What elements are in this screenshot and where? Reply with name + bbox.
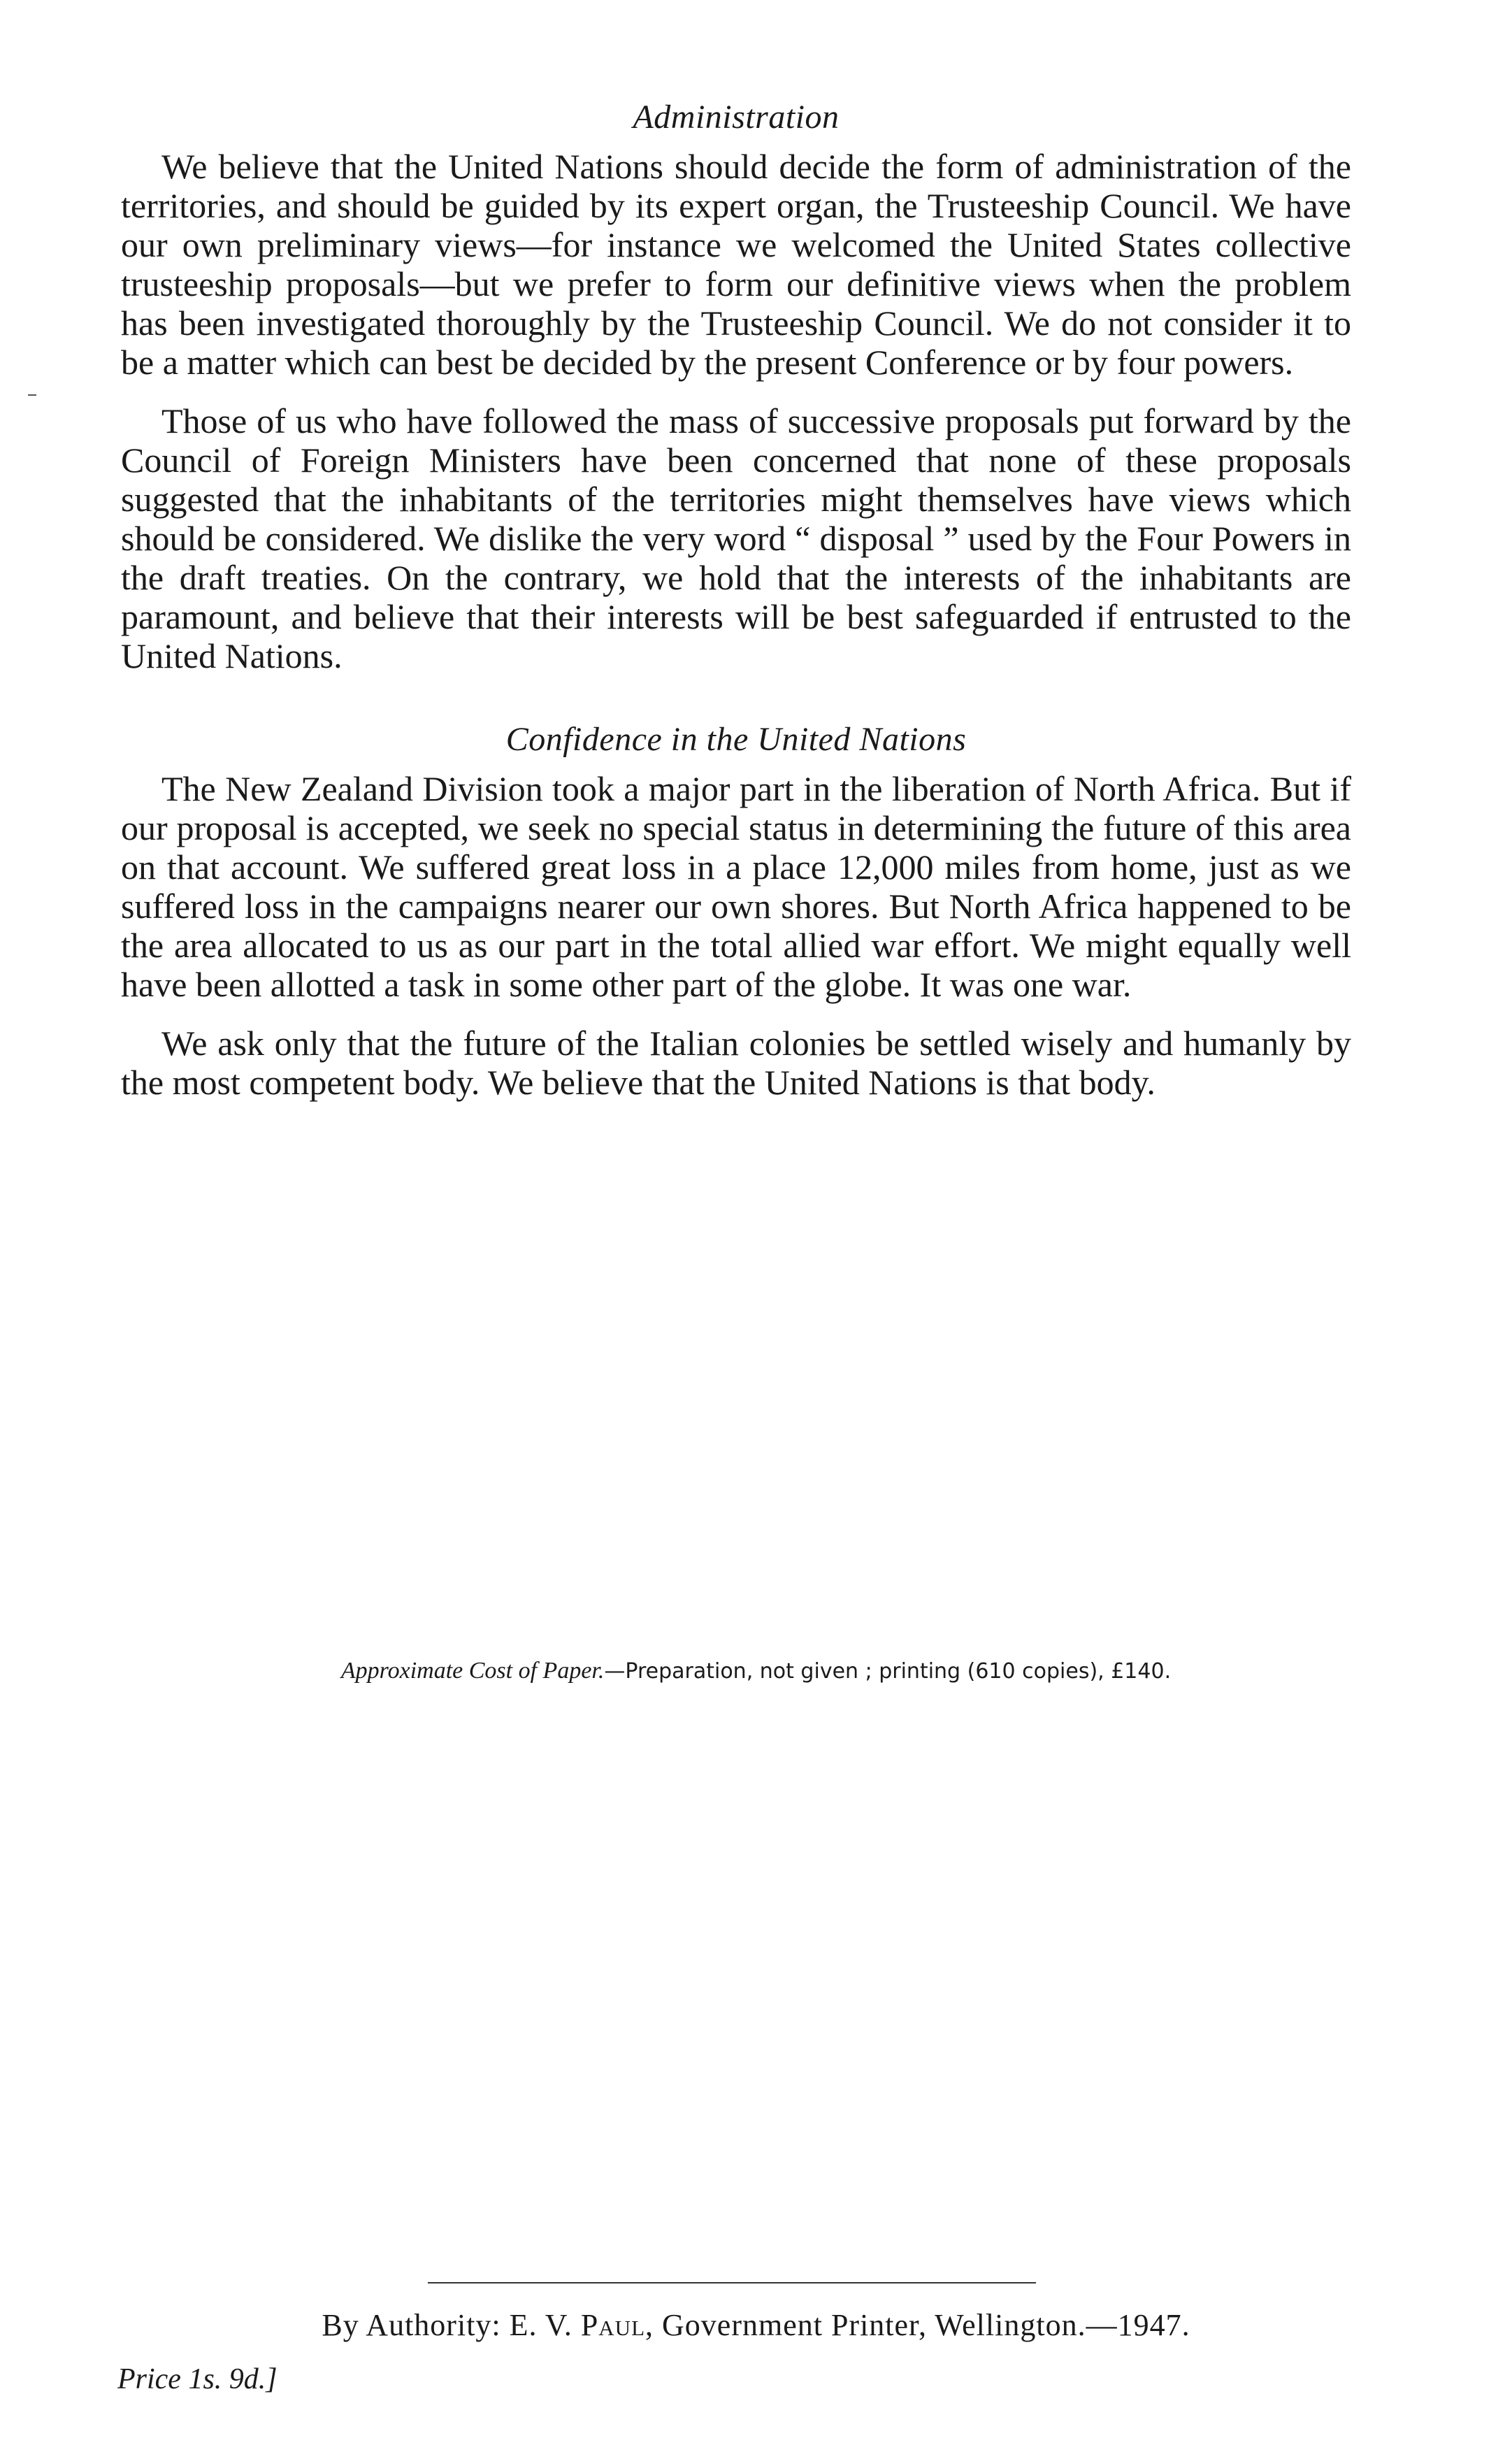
footer-divider xyxy=(428,2282,1036,2283)
section-heading-confidence: Confidence in the United Nations xyxy=(505,721,967,758)
cost-text: —Preparation, not given ; printing (610 copies), £140. xyxy=(604,1659,1172,1684)
paragraph: We ask only that the future of the Italian colonies be settled wisely and humanly by the most competent body. We believe that the United Nations is that body. xyxy=(121,1024,1351,1102)
document-body xyxy=(121,98,1351,1121)
authority-prefix: By Authority: xyxy=(322,2308,510,2342)
cost-label: Approximate Cost of Paper. xyxy=(340,1658,605,1684)
authority-suffix: , Government Printer, Wellington.—1947. xyxy=(645,2308,1190,2342)
printer-authority-line xyxy=(0,2307,1512,2344)
section-heading-administration: Administration xyxy=(633,99,840,136)
cost-of-paper-note xyxy=(0,1657,1512,1686)
paragraph: We believe that the United Nations should decide the form of administration of the territories, and should be guided by its expert organ, the Trusteeship Council. We have our own preliminary views—for instance we welcomed the United States collective trusteeship proposals—but we prefer to form our definitive views when the problem has been investigated thoroughly by the Trusteeship Council. We do not consider it to be a matter which can best be decided by the present Conference or by four powers. xyxy=(121,147,1351,382)
stray-mark xyxy=(28,394,36,396)
printer-name: E. V. Paul xyxy=(509,2308,646,2342)
paragraph: Those of us who have followed the mass of successive proposals put forward by the Council of Foreign Ministers have been concerned that none of these proposals suggested that the inhabitants of the territories might themselves have views which should be considered. We dislike the very word “ disposal ” used by the Four Powers in the draft treaties. On the contrary, we hold that the interests of the inhabitants are paramount, and believe that their interests will be best safeguarded if entrusted to the United Nations. xyxy=(121,401,1351,675)
price: Price 1s. 9d.] xyxy=(117,2363,278,2395)
paragraph: The New Zealand Division took a major part in the liberation of North Africa. But if our proposal is accepted, we seek no special status in determining the future of this area on that account. We suffered great loss in a place 12,000 miles from home, just as we suffered loss in the campaigns nearer our own shores. But North Africa happened to be the area allocated to us as our part in the total allied war effort. We might equally well have been allotted a task in some other part of the globe. It was one war. xyxy=(121,769,1351,1004)
